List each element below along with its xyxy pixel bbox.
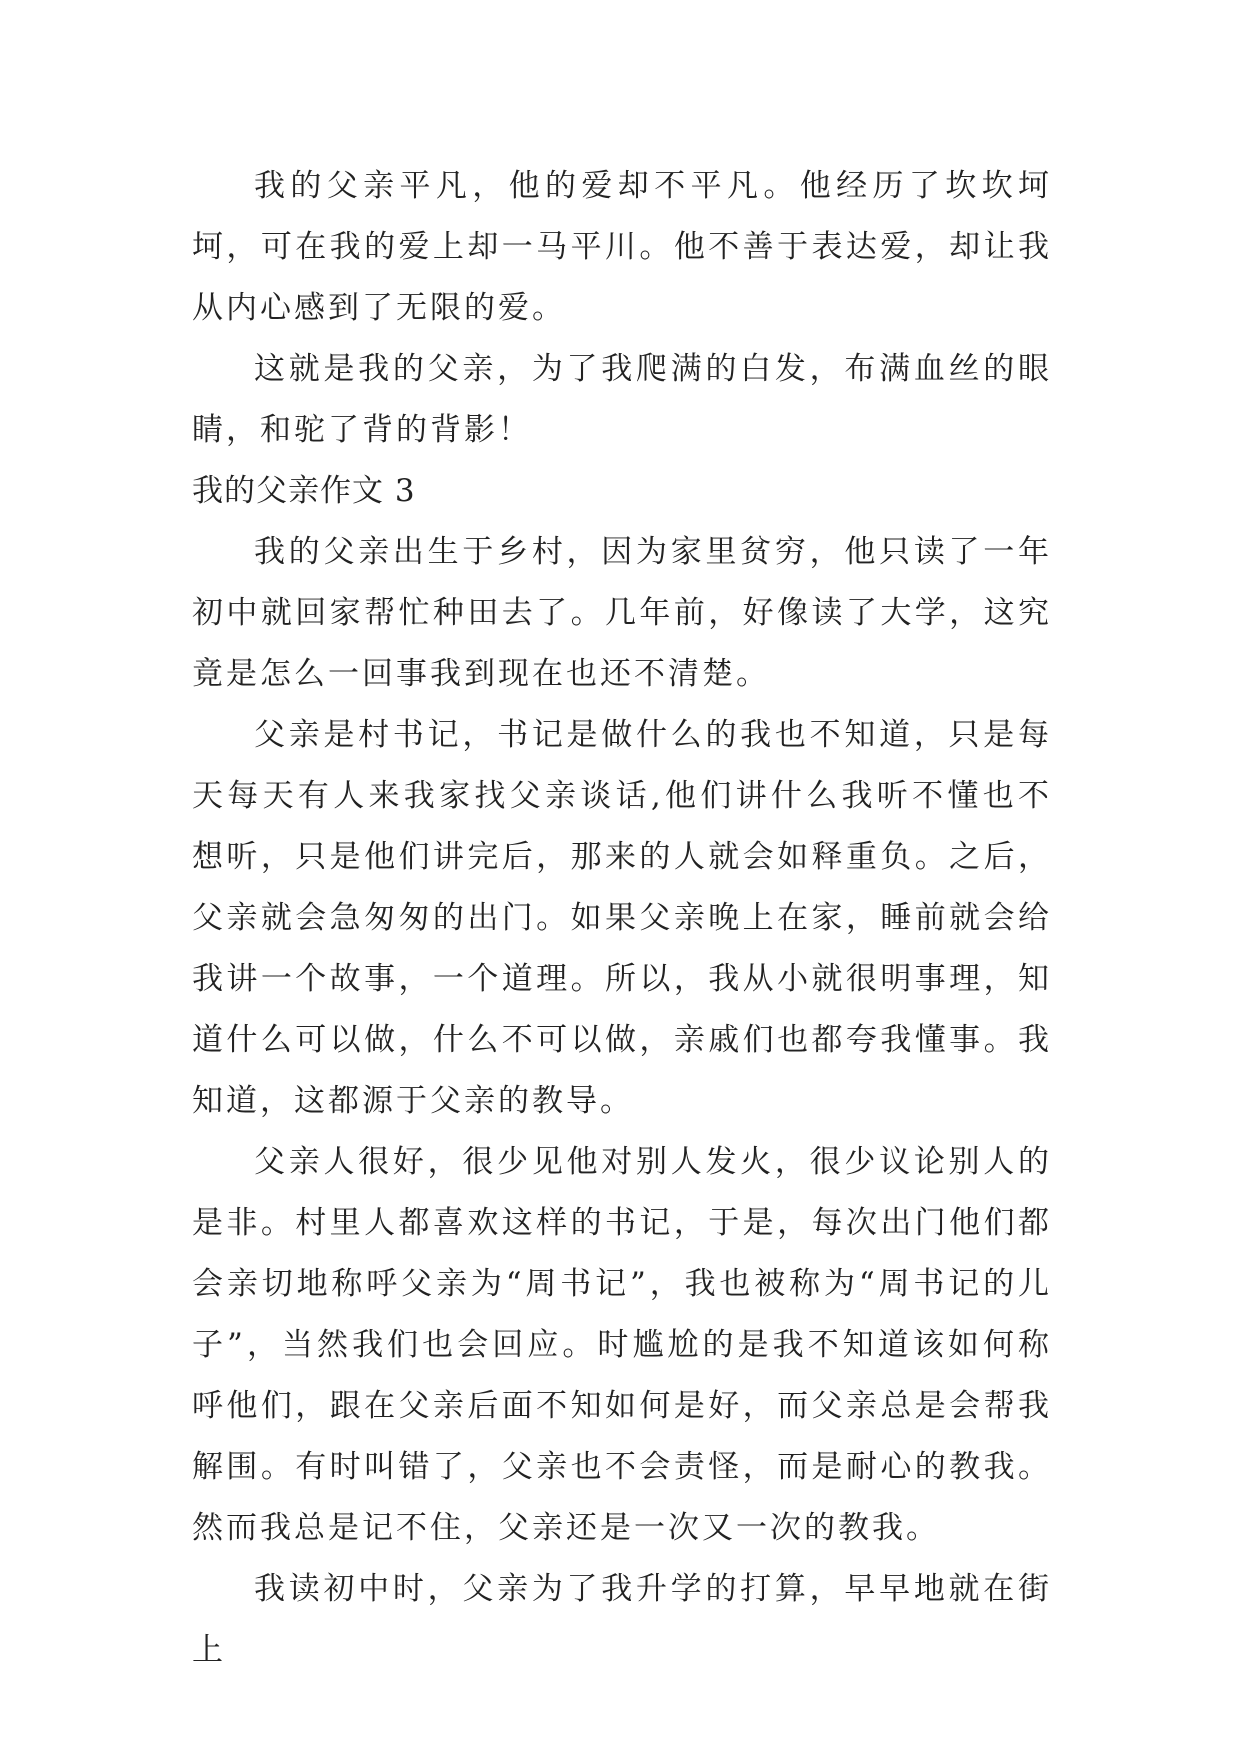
paragraph: 我的父亲出生于乡村，因为家里贫穷，他只读了一年初中就回家帮忙种田去了。几年前，好像读了大学，这究竟是怎么一回事我到现在也还不清楚。 xyxy=(192,534,1052,692)
paragraph: 父亲人很好，很少见他对别人发火，很少议论别人的是非。村里人都喜欢这样的书记，于是，每次出门他们都会亲切地称呼父亲为“周书记”，我也被称为“周书记的儿子”，当然我们也会回应。时尴尬的是我不知道该如何称呼他们，跟在父亲后面不知如何是好，而父亲总是会帮我解围。有时叫错了，父亲也不会责怪，而是耐心的教我。然而我总是记不住，父亲还是一次又一次的教我。 xyxy=(192,1144,1052,1546)
paragraph: 父亲是村书记，书记是做什么的我也不知道，只是每天每天有人来我家找父亲谈话,他们讲什么我听不懂也不想听，只是他们讲完后，那来的人就会如释重负。之后，父亲就会急匆匆的出门。如果父亲晚上在家，睡前就会给我讲一个故事，一个道理。所以，我从小就很明事理，知道什么可以做，什么不可以做，亲戚们也都夸我懂事。我知道，这都源于父亲的教导。 xyxy=(192,717,1052,1119)
document-body xyxy=(192,156,1052,1681)
section-title: 我的父亲作文 3 xyxy=(192,473,416,509)
paragraph: 这就是我的父亲，为了我爬满的白发，布满血丝的眼睛，和驼了背的背影！ xyxy=(192,351,1052,448)
paragraph: 我读初中时，父亲为了我升学的打算，早早地就在街上 xyxy=(192,1571,1052,1668)
paragraph: 我的父亲平凡，他的爱却不平凡。他经历了坎坎坷坷，可在我的爱上却一马平川。他不善于表达爱，却让我从内心感到了无限的爱。 xyxy=(192,168,1052,326)
